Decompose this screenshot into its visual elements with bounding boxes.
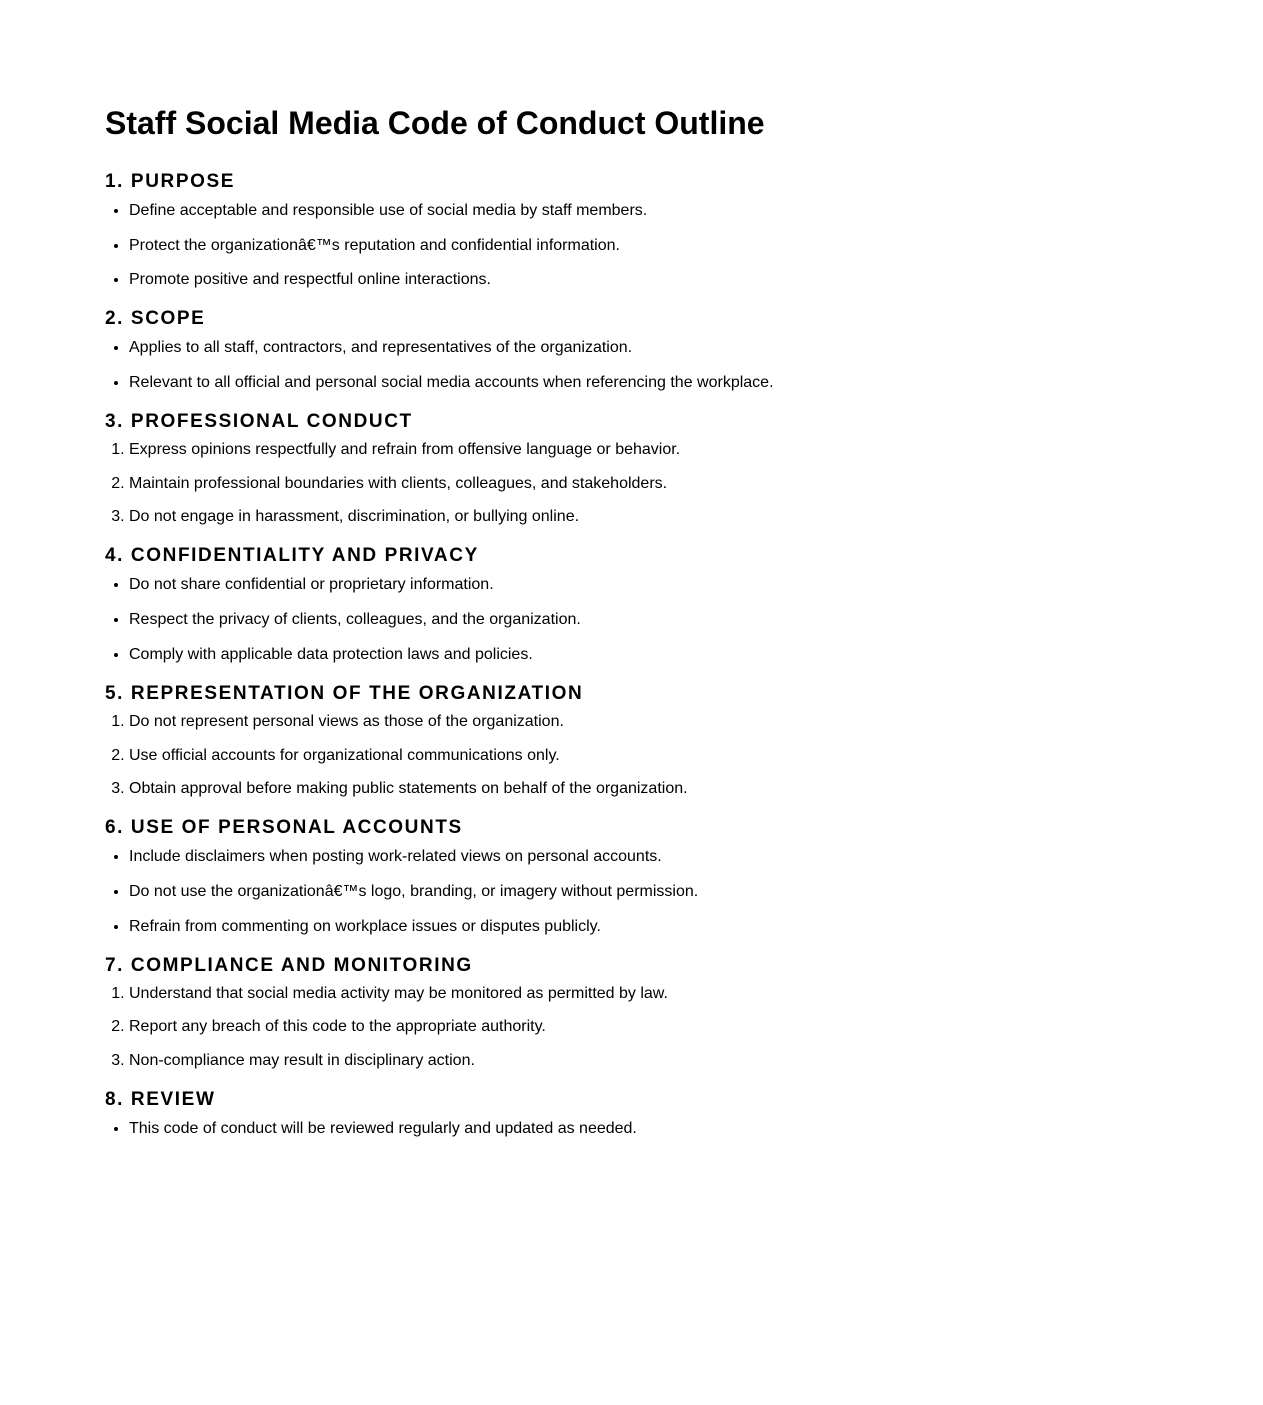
page-title: Staff Social Media Code of Conduct Outline: [105, 105, 765, 141]
section-6: [105, 816, 1263, 935]
bullet-list: [105, 201, 1263, 289]
numbered-list: [105, 441, 1263, 526]
section-heading: 8. REVIEW: [105, 1088, 216, 1110]
section-1: [105, 170, 1263, 289]
sections-container: [105, 170, 1263, 1138]
list-item: 3. Non-compliance may result in disciplinary action.: [129, 1052, 1263, 1070]
section-heading: 7. COMPLIANCE AND MONITORING: [105, 954, 473, 976]
section-heading: 1. PURPOSE: [105, 171, 236, 192]
list-item: 3. Do not engage in harassment, discrimination, or bullying online.: [129, 508, 1263, 526]
section-heading: 3. PROFESSIONAL CONDUCT: [105, 411, 413, 433]
list-item: • Include disclaimers when posting work-related views on personal accounts.: [129, 847, 1263, 866]
list-item: • Comply with applicable data protection laws and policies.: [129, 645, 1263, 664]
list-item: • Respect the privacy of clients, colleagues, and the organization.: [129, 610, 1263, 629]
section-heading: 5. REPRESENTATION OF THE ORGANIZATION: [105, 682, 584, 704]
section-heading: 4. CONFIDENTIALITY AND PRIVACY: [105, 545, 479, 567]
list-item: 3. Obtain approval before making public statements on behalf of the organization.: [129, 780, 1263, 798]
section-5: [105, 682, 1263, 798]
list-item: • Promote positive and respectful online interactions.: [129, 270, 1263, 289]
list-item: • This code of conduct will be reviewed regularly and updated as needed.: [129, 1119, 1263, 1138]
section-3: [105, 410, 1263, 526]
section-heading: 2. SCOPE: [105, 308, 206, 330]
section-8: [105, 1088, 1263, 1138]
list-item: • Do not use the organizationâ€™s logo, branding, or imagery without permission.: [129, 882, 1263, 901]
list-item: 2. Report any breach of this code to the appropriate authority.: [129, 1018, 1263, 1036]
bullet-list: [105, 1119, 1263, 1138]
section-heading: 6. USE OF PERSONAL ACCOUNTS: [105, 817, 463, 839]
section-4: [105, 544, 1263, 663]
bullet-list: [105, 575, 1263, 663]
list-item: • Relevant to all official and personal social media accounts when referencing the workplace.: [129, 373, 1263, 392]
list-item: 1. Do not represent personal views as those of the organization.: [129, 713, 1263, 731]
bullet-list: [105, 338, 1263, 392]
list-item: • Do not share confidential or proprietary information.: [129, 575, 1263, 594]
list-item: • Protect the organizationâ€™s reputation and confidential information.: [129, 236, 1263, 255]
list-item: 2. Use official accounts for organizational communications only.: [129, 747, 1263, 765]
section-2: [105, 307, 1263, 392]
list-item: • Applies to all staff, contractors, and representatives of the organization.: [129, 338, 1263, 357]
list-item: • Define acceptable and responsible use of social media by staff members.: [129, 201, 1263, 220]
list-item: 2. Maintain professional boundaries with clients, colleagues, and stakeholders.: [129, 475, 1263, 493]
list-item: 1. Express opinions respectfully and refrain from offensive language or behavior.: [129, 441, 1263, 459]
section-7: [105, 954, 1263, 1070]
bullet-list: [105, 847, 1263, 935]
list-item: • Refrain from commenting on workplace issues or disputes publicly.: [129, 917, 1263, 936]
numbered-list: [105, 713, 1263, 798]
numbered-list: [105, 985, 1263, 1070]
list-item: 1. Understand that social media activity may be monitored as permitted by law.: [129, 985, 1263, 1003]
